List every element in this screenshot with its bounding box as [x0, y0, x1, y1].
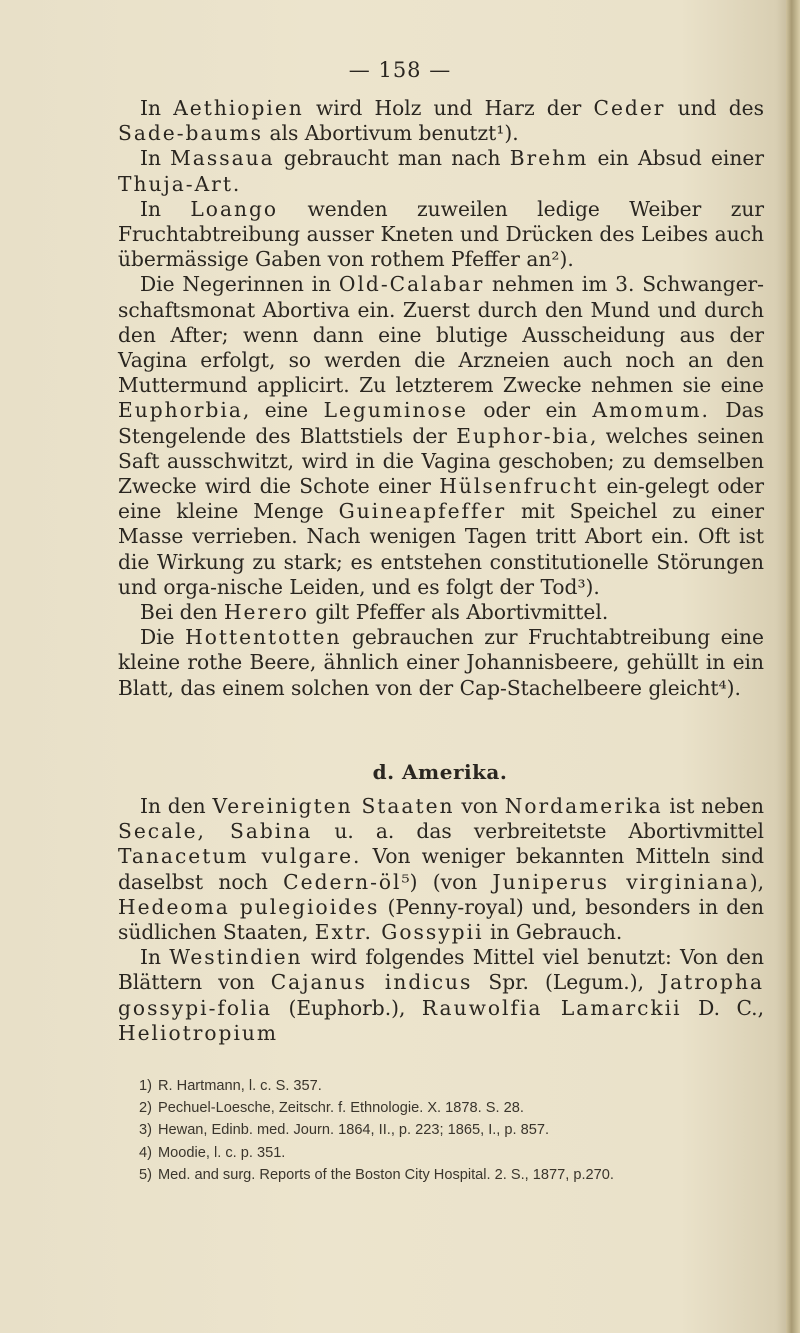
footnote-number: 3)	[139, 1122, 152, 1139]
footnote-number: 2)	[139, 1100, 152, 1117]
text-run: ist neben	[662, 794, 764, 818]
spaced-term: Ceder	[593, 96, 666, 120]
text-run: mit Speichel zu einer Masse verrieben. Nach wenigen Tagen tritt Abort ein. Oft ist die Wirkung zu stark; es entstehen constitutionelle Störungen und orga-nische Leiden, und es folgt der Tod³).	[118, 499, 764, 599]
text-run: Die	[140, 625, 186, 650]
spaced-term: Vereinigten Staaten	[212, 794, 455, 818]
body-paragraph	[118, 96, 764, 146]
main-text	[118, 96, 764, 701]
spaced-term: Thuja-Art.	[118, 171, 242, 196]
text-run: wird folgendes Mittel viel benutzt: Von den Blättern von	[118, 945, 764, 995]
spaced-term: Euphorbia	[118, 398, 243, 423]
spaced-term: Juniperus virginiana	[492, 869, 750, 894]
footnote-text: R. Hartmann, l. c. S. 357.	[158, 1078, 322, 1094]
footnotes	[130, 1075, 770, 1186]
text-run: ),	[749, 869, 764, 894]
spaced-term: Massaua	[170, 146, 275, 171]
section-text	[118, 794, 764, 1046]
spaced-term: Tanacetum vulgare.	[118, 844, 362, 869]
body-paragraph	[118, 625, 764, 701]
text-run: nehmen im 3. Schwanger-schaftsmonat Abortiva ein. Zuerst durch den Mund und durch den After; wenn dann eine blutige Ausscheidung aus der Vagina erfolgt, so werden die Arzneien auch noch an den Muttermund applicirt. Zu letzterem Zwecke nehmen sie eine	[118, 272, 764, 398]
text-run: (Euphorb.),	[271, 995, 422, 1020]
page-number: — 158 —	[348, 58, 452, 82]
text-run: ein-gelegt oder eine kleine Menge	[118, 474, 765, 524]
text-run: gebrauchen zur Fruchtabtreibung eine kleine rothe Beere, ähnlich einer Johannisbeere, gehüllt in ein Blatt, das einem solchen von der Cap-Stachelbeere gleicht⁴).	[118, 625, 764, 700]
text-run: D. C.,	[681, 995, 765, 1020]
footnote	[130, 1142, 770, 1164]
section-paragraph	[118, 794, 764, 945]
footnote-text: Moodie, l. c. p. 351.	[158, 1144, 286, 1161]
spaced-term: Cedern-öl	[283, 869, 402, 894]
spaced-term: Sade-baums	[118, 121, 264, 146]
footnote-text: Med. and surg. Reports of the Boston City Hospital. 2. S., 1877, p.270.	[158, 1166, 614, 1183]
spaced-term: Nordamerika	[504, 794, 663, 818]
footnote	[130, 1164, 770, 1186]
text-run: In den	[140, 794, 213, 818]
spaced-term: Hedeoma pulegioides	[118, 894, 380, 919]
text-run: Von weniger bekannten Mitteln sind daselbst noch	[118, 844, 764, 894]
footnote-number: 5)	[139, 1166, 152, 1183]
spaced-term: Guineapfeffer	[338, 499, 507, 524]
spaced-term: Aethiopien	[173, 96, 304, 120]
text-run: Spr. (Legum.),	[472, 970, 660, 995]
text-run: gilt Pfeffer als Abortivmittel.	[308, 600, 609, 625]
footnote	[130, 1075, 770, 1097]
spaced-term: Hülsenfrucht	[439, 474, 599, 499]
spaced-term: Loango	[190, 196, 279, 221]
spaced-term: Old-Calabar	[338, 272, 485, 297]
footnote-text: Hewan, Edinb. med. Journ. 1864, II., p. 223; 1865, I., p. 857.	[158, 1122, 550, 1139]
text-run: , eine	[242, 398, 324, 423]
footnote	[130, 1097, 770, 1119]
text-run: In	[140, 146, 171, 171]
spaced-term: Hottentotten	[185, 625, 342, 650]
text-run: oder ein	[467, 398, 593, 423]
text-run: ⁵) (von	[401, 869, 493, 894]
spaced-term: Westindien	[169, 945, 303, 970]
body-paragraph	[118, 146, 764, 196]
text-run: In	[140, 196, 191, 221]
text-run: als Abortivum benutzt¹).	[263, 121, 519, 146]
text-run: Bei den	[140, 600, 224, 625]
text-run: und des	[665, 96, 764, 120]
footnote-number: 4)	[139, 1144, 152, 1161]
text-run: (Penny-royal) und, besonders in den südlichen Staaten,	[118, 894, 765, 945]
spaced-term: Heliotropium	[118, 1020, 279, 1045]
page-edge	[786, 0, 800, 1333]
text-run: Das Stengelende des Blattstiels der	[118, 398, 765, 448]
spaced-term: Rauwolfia Lamarckii	[421, 995, 682, 1020]
footnote-text: Pechuel-Loesche, Zeitschr. f. Ethnologie. X. 1878. S. 28.	[158, 1100, 524, 1117]
footnote-number: 1)	[139, 1078, 152, 1094]
text-run: , welches seinen Saft ausschwitzt, wird in die Vagina geschoben; zu demselben Zwecke wird die Schote einer	[118, 423, 764, 499]
text-run: In	[140, 96, 174, 120]
section-heading: d. Amerika.	[372, 760, 508, 784]
text-run: ein Absud einer	[588, 146, 764, 171]
text-run: wird Holz und Harz der	[303, 96, 594, 120]
body-paragraph	[118, 272, 764, 600]
spaced-term: Herero	[223, 600, 309, 625]
spaced-term: Cajanus indicus	[270, 970, 473, 995]
text-run: wenden zuweilen ledige Weiber zur Fruchtabtreibung ausser Kneten und Drücken des Leibes auch übermässige Gaben von rothem Pfeffer an²).	[118, 196, 764, 272]
text-run: von	[454, 794, 505, 818]
spaced-term: Leguminose	[323, 398, 468, 423]
text-run: gebraucht man nach	[274, 146, 510, 171]
text-run: in Gebrauch.	[483, 920, 623, 945]
spaced-term: Amomum.	[592, 398, 710, 423]
body-paragraph	[118, 197, 764, 273]
section-paragraph	[118, 945, 764, 1046]
text-run: u. a. das verbreitetste Abortivmittel	[312, 819, 764, 844]
spaced-term: Brehm	[509, 146, 589, 171]
text-run: In	[140, 945, 170, 970]
spaced-term: Jatropha gossypi-folia	[118, 970, 765, 1020]
spaced-term: Euphor-bia	[456, 423, 590, 448]
footnote	[130, 1119, 770, 1141]
spaced-term: Secale, Sabina	[118, 819, 313, 844]
text-run: Die Negerinnen in	[140, 272, 339, 297]
body-paragraph	[118, 600, 764, 625]
spaced-term: Extr. Gossypii	[314, 920, 484, 945]
